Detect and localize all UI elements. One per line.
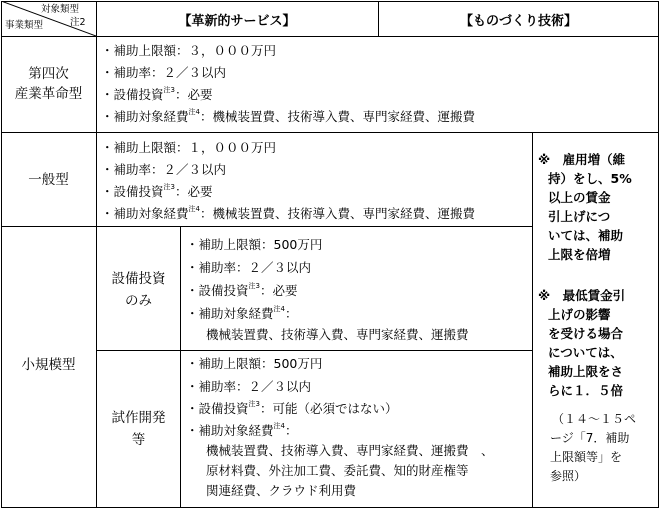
general-rate: ・補助率：２／３以内 [101, 162, 227, 177]
row-label-small-scale: 小規模型 [21, 357, 76, 373]
fourth-expenses: ・補助対象経費$^{注4}$：機械装置費、技術導入費、専門家経費、運搬費 [101, 108, 475, 124]
general-expenses: ・補助対象経費$^{注4}$：機械装置費、技術導入費、専門家経費、運搬費 [101, 205, 475, 221]
trial-cap: ・補助上限額：500万円 [186, 356, 323, 371]
header-divider [1, 36, 659, 37]
row-divider-fourth [1, 132, 659, 133]
row-label-general: 一般型 [28, 172, 69, 188]
header-manufacturing-technology: 【ものづくり技術】 [459, 14, 577, 29]
table-border-bottom [1, 507, 659, 508]
corner-label-note: 注2 [70, 17, 86, 28]
equip-cap: ・補助上限額：500万円 [186, 237, 323, 252]
fourth-cap: ・補助上限額：３，０００万円 [101, 43, 277, 58]
trial-rate: ・補助率：２／３以内 [186, 379, 312, 394]
trial-expenses: ・補助対象経費$^{注4}$： [186, 422, 298, 438]
trial-expense-items-3: 関連経費、クラウド利用費 [206, 483, 357, 498]
note-page-reference: （１４～１５ペ ージ「7．補助 上限額等」を 参照） [550, 412, 637, 483]
fourth-equipment: ・設備投資$^{注3}$：必要 [101, 86, 213, 102]
header-innovative-service: 【革新的サービス】 [178, 14, 296, 29]
notes-column-divider [532, 132, 533, 508]
table-border-top [1, 1, 659, 2]
equip-expenses: ・補助対象経費$^{注4}$： [186, 305, 298, 321]
trial-expense-items-1: 機械装置費、技術導入費、専門家経費、運搬費 、 [206, 443, 494, 458]
small-sublabel-divider [180, 226, 181, 508]
corner-label-top: 対象類型 [41, 4, 80, 15]
sublabel-equipment-only: 設備投資 のみ [111, 271, 166, 309]
equip-expense-items: 機械装置費、技術導入費、専門家経費、運搬費 [206, 327, 469, 342]
row-label-fourth-industrial: 第四次 産業革命型 [14, 66, 83, 102]
general-cap: ・補助上限額：１，０００万円 [101, 140, 277, 155]
note-employment-increase: ※ 雇用増（維 持）をし、5% 以上の賃金 引上げにつ いては、補助 上限を倍増 [538, 152, 632, 262]
corner-label-bottom: 事業類型 [5, 20, 44, 31]
table-border-right [658, 1, 659, 508]
general-equipment: ・設備投資$^{注3}$：必要 [101, 183, 213, 199]
sublabel-trial-development: 試作開発 等 [111, 410, 166, 448]
row-divider-general [1, 226, 533, 227]
small-row-divider [96, 350, 533, 351]
equip-rate: ・補助率：２／３以内 [186, 260, 312, 275]
fourth-rate: ・補助率：２／３以内 [101, 65, 227, 80]
note-minimum-wage: ※ 最低賃金引 上げの影響 を受ける場合 については、 補助上限をさ らに１．５倍 [538, 288, 626, 398]
trial-equipment: ・設備投資$^{注3}$：可能（必須ではない） [186, 400, 398, 416]
equip-equipment: ・設備投資$^{注3}$：必要 [186, 282, 298, 298]
trial-expense-items-2: 原材料費、外注加工費、委託費、知的財産権等 [206, 463, 469, 478]
